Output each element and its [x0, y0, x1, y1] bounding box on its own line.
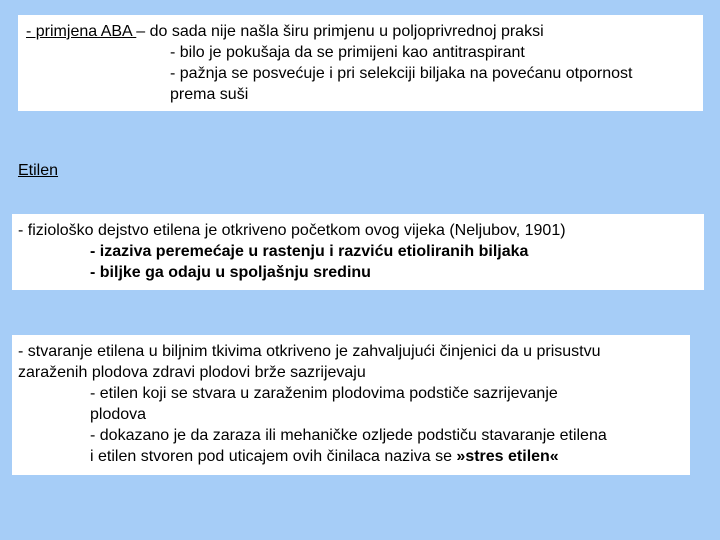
etilen-bullet-stress-cont: [18, 446, 690, 467]
aba-lead-text: – do sada nije našla širu primjenu u poljoprivrednoj praksi: [136, 23, 544, 40]
etilen-heading: Etilen: [18, 162, 59, 179]
aba-lead-line: [26, 21, 703, 42]
etilen-bullet-growth: - izaziva peremećaje u rastenju i razviću etioliranih biljaka: [90, 243, 529, 260]
aba-application-box: [18, 15, 703, 111]
etilen-bullet-stress: - dokazano je da zaraza ili mehaničke ozljede podstiču stavaranje etilena: [90, 427, 607, 444]
aba-lead-term: - primjena ABA: [26, 23, 137, 40]
etilen-formation-box: [12, 335, 690, 475]
aba-bullet-selection-cont: prema suši: [170, 86, 249, 103]
etilen-discovery-box: [12, 214, 704, 290]
aba-bullet-antitranspirant: - bilo je pokušaja da se primijeni kao antitraspirant: [170, 44, 525, 61]
etilen-formation-line-cont: zaraženih plodova zdravi plodovi brže sazrijevaju: [18, 364, 366, 381]
etilen-bullet-release: - biljke ga odaju u spoljašnju sredinu: [90, 264, 371, 281]
etilen-bullet-ripening: - etilen koji se stvara u zaraženim plodovima podstiče sazrijevanje: [90, 385, 558, 402]
stress-etilen-term: »stres etilen«: [456, 448, 559, 465]
aba-bullet-selection: - pažnja se posvećuje i pri selekciji biljaka na povećanu otpornost: [170, 65, 633, 82]
etilen-discovery-line: - fiziološko dejstvo etilena je otkriveno početkom ovog vijeka (Neljubov, 1901): [18, 222, 566, 239]
stress-etilen-text: i etilen stvoren pod uticajem ovih činilaca naziva se: [90, 448, 457, 465]
etilen-formation-line: - stvaranje etilena u biljnim tkivima otkriveno je zahvaljujući činjenici da u prisustvu: [18, 343, 601, 360]
etilen-bullet-ripening-cont: plodova: [90, 406, 147, 423]
